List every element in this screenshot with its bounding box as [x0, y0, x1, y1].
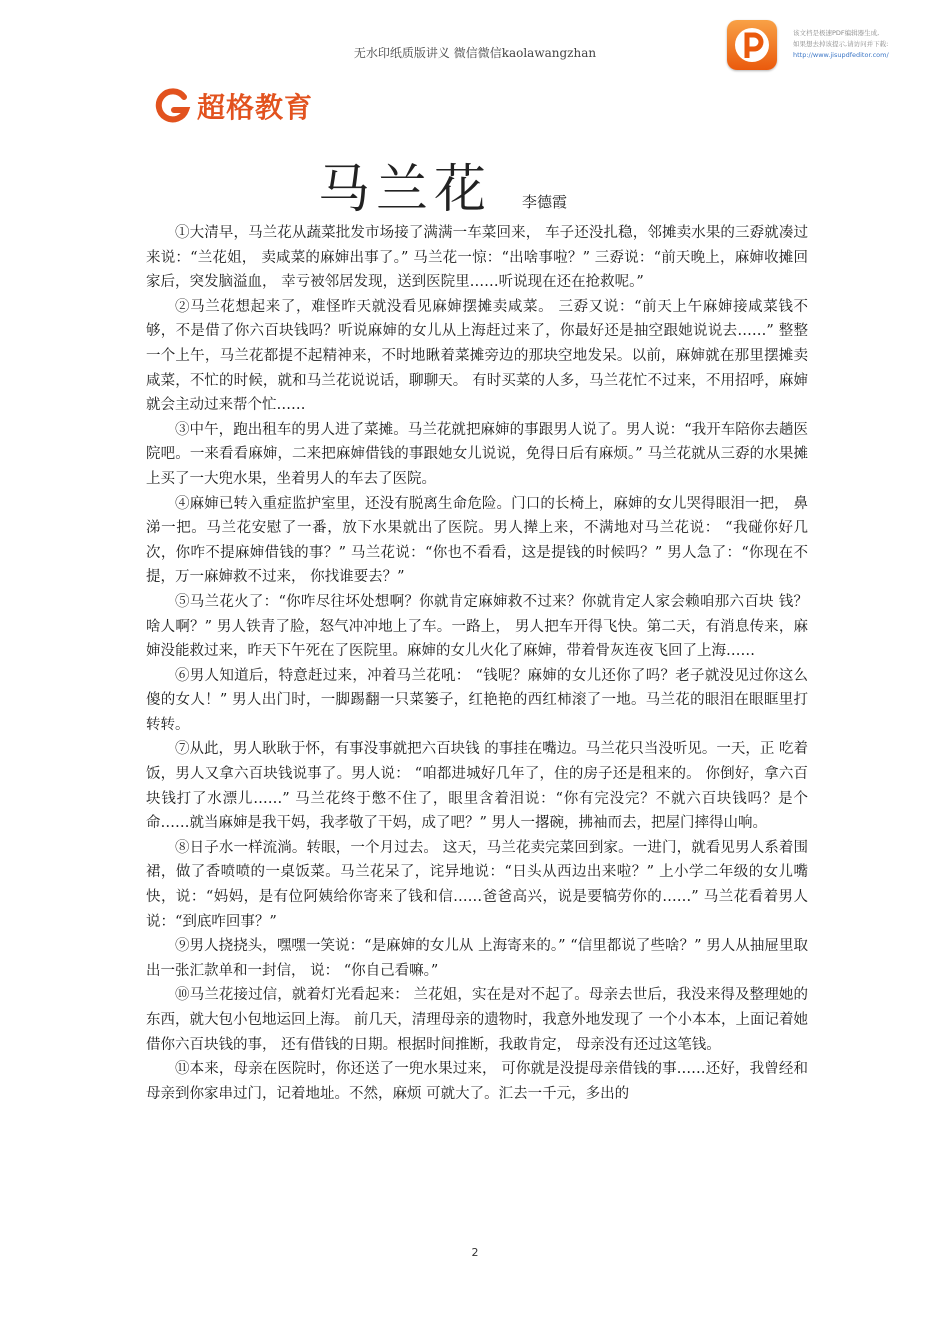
paragraph-8: ⑧日子水一样流淌。转眼，一个月过去。 这天，马兰花卖完菜回到家。一进门，就看见男人系着围裙，做了香喷喷的一桌饭菜。马兰花呆了，诧异地说：“日头从西边出来啦？” 上小学二年级的女儿嘴快，说：“妈妈，是有位阿姨给你寄来了钱和信……爸爸高兴，说是要犒劳你的……” 马兰花看着男人说：“到底咋回事？”	[146, 839, 808, 930]
paragraph-5: ⑤马兰花火了：“你咋尽往坏处想啊？你就肯定麻婶救不过来？你就肯定人家会赖咱那六百块 钱？啥人啊？” 男人铁青了脸，怒气冲冲地上了车。一路上， 男人把车开得飞快。第二天，有消息传来，麻婶没能救过来，昨天下午死在了医院里。麻婶的女儿火化了麻婶，带着骨灰连夜飞回了上海……	[146, 593, 808, 660]
page-header: 无水印纸质版讲义 微信微信kaolawangzhan	[353, 46, 597, 60]
paragraph-3: ③中午，跑出租车的男人进了菜摊。马兰花就把麻婶的事跟男人说了。男人说：“我开车陪你去趟医院吧。一来看看麻婶，二来把麻婶借钱的事跟她女儿说说，免得日后有麻烦。” 马兰花就从三孬的水果摊上买了一大兜水果，坐着男人的车去了医院。	[146, 421, 808, 487]
brand-logo	[155, 86, 313, 126]
pdf-p-icon	[727, 20, 777, 70]
paragraph-2: ②马兰花想起来了，难怪昨天就没看见麻婶摆摊卖咸菜。 三孬又说：“前天上午麻婶接咸菜钱不够，不是借了你六百块钱吗？听说麻婶的女儿从上海赶过来了，你最好还是抽空跟她说说去……” 整整一个上午，马兰花都提不起精神来，不时地瞅着菜摊旁边的那块空地发呆。以前，麻婶就在那里摆摊卖咸菜，不忙的时候，就和马兰花说说话，聊聊天。 有时买菜的人多，马兰花忙不过来，不用招呼，麻婶就会主动过来帮个忙……	[146, 298, 808, 414]
paragraph-1: ①大清早，马兰花从蔬菜批发市场接了满满一车菜回来， 车子还没扎稳，邻摊卖水果的三孬就凑过来说：“兰花姐， 卖咸菜的麻婶出事了。” 马兰花一惊：“出啥事啦？” 三孬说：“前天晚上，麻婶收摊回家后，突发脑溢血， 幸亏被邻居发现，送到医院里……听说现在还在抢救呢。”	[146, 225, 808, 291]
brand-g-icon	[155, 88, 191, 124]
paragraph-7: ⑦从此，男人耿耿于怀，有事没事就把六百块钱 的事挂在嘴边。马兰花只当没听见。一天，正 吃着饭，男人又拿六百块钱说事了。男人说： “咱都进城好几年了，住的房子还是租来的。 你倒好，拿六百块钱打了水漂儿……” 马兰花终于憋不住了，眼里含着泪说：“你有完没完？不就六百块钱吗？是个命……就当麻婶是我干妈，我孝敬了干妈，成了吧？” 男人一撂碗，拂袖而去，把屋门摔得山响。	[146, 741, 808, 832]
article-title: 马兰花	[318, 160, 493, 220]
notice-line-2: 如果想去掉该提示,请访问并下载:	[793, 40, 889, 48]
notice-line-1: 该文档是极速PDF编辑器生成,	[793, 29, 880, 37]
paragraph-6: ⑥男人知道后，特意赶过来，冲着马兰花吼： “钱呢？麻婶的女儿还你了吗？老子就没见过你这么傻的女人！” 男人出门时，一脚踢翻一只菜篓子，红艳艳的西红柿滚了一地。马兰花的眼泪在眼眶里打转转。	[146, 667, 808, 733]
notice-url[interactable]: http://www.jisupdfeditor.com/	[793, 51, 889, 59]
pdf-editor-logo	[727, 20, 777, 70]
pdf-editor-notice	[793, 28, 943, 61]
paragraph-4: ④麻婶已转入重症监护室里，还没有脱离生命危险。门口的长椅上，麻婶的女儿哭得眼泪一把， 鼻涕一把。马兰花安慰了一番，放下水果就出了医院。男人撵上来，不满地对马兰花说： “我碰你好几次，你咋不提麻婶借钱的事？” 马兰花说：“你也不看看，这是提钱的时候吗？” 男人急了：“你现在不提，万一麻婶救不过来， 你找谁要去？”	[146, 495, 808, 586]
article-body	[146, 221, 808, 1106]
brand-name: 超格教育	[197, 91, 314, 124]
paragraph-9: ⑨男人挠挠头，嘿嘿一笑说：“是麻婶的女儿从 上海寄来的。” “信里都说了些啥？” 男人从抽屉里取出一张汇款单和一封信， 说： “你自己看嘛。”	[146, 938, 808, 979]
paragraph-11: ⑪本来，母亲在医院时，你还送了一兜水果过来， 可你就是没提母亲借钱的事……还好，我曾经和母亲到你家串过门，记着地址。不然，麻烦 可就大了。汇去一千元，多出的	[146, 1061, 808, 1102]
paragraph-10: ⑩马兰花接过信，就着灯光看起来： 兰花姐，实在是对不起了。母亲去世后，我没来得及整理她的东西，就大包小包地运回上海。 前几天，清理母亲的遗物时，我意外地发现了 一个小本本，上面记着她借你六百块钱的事， 还有借钱的日期。根据时间推断，我敢肯定， 母亲没有还过这笔钱。	[146, 987, 808, 1053]
title-row	[318, 150, 567, 220]
page-number: 2	[471, 1246, 479, 1259]
article-author: 李德霞	[522, 193, 568, 211]
